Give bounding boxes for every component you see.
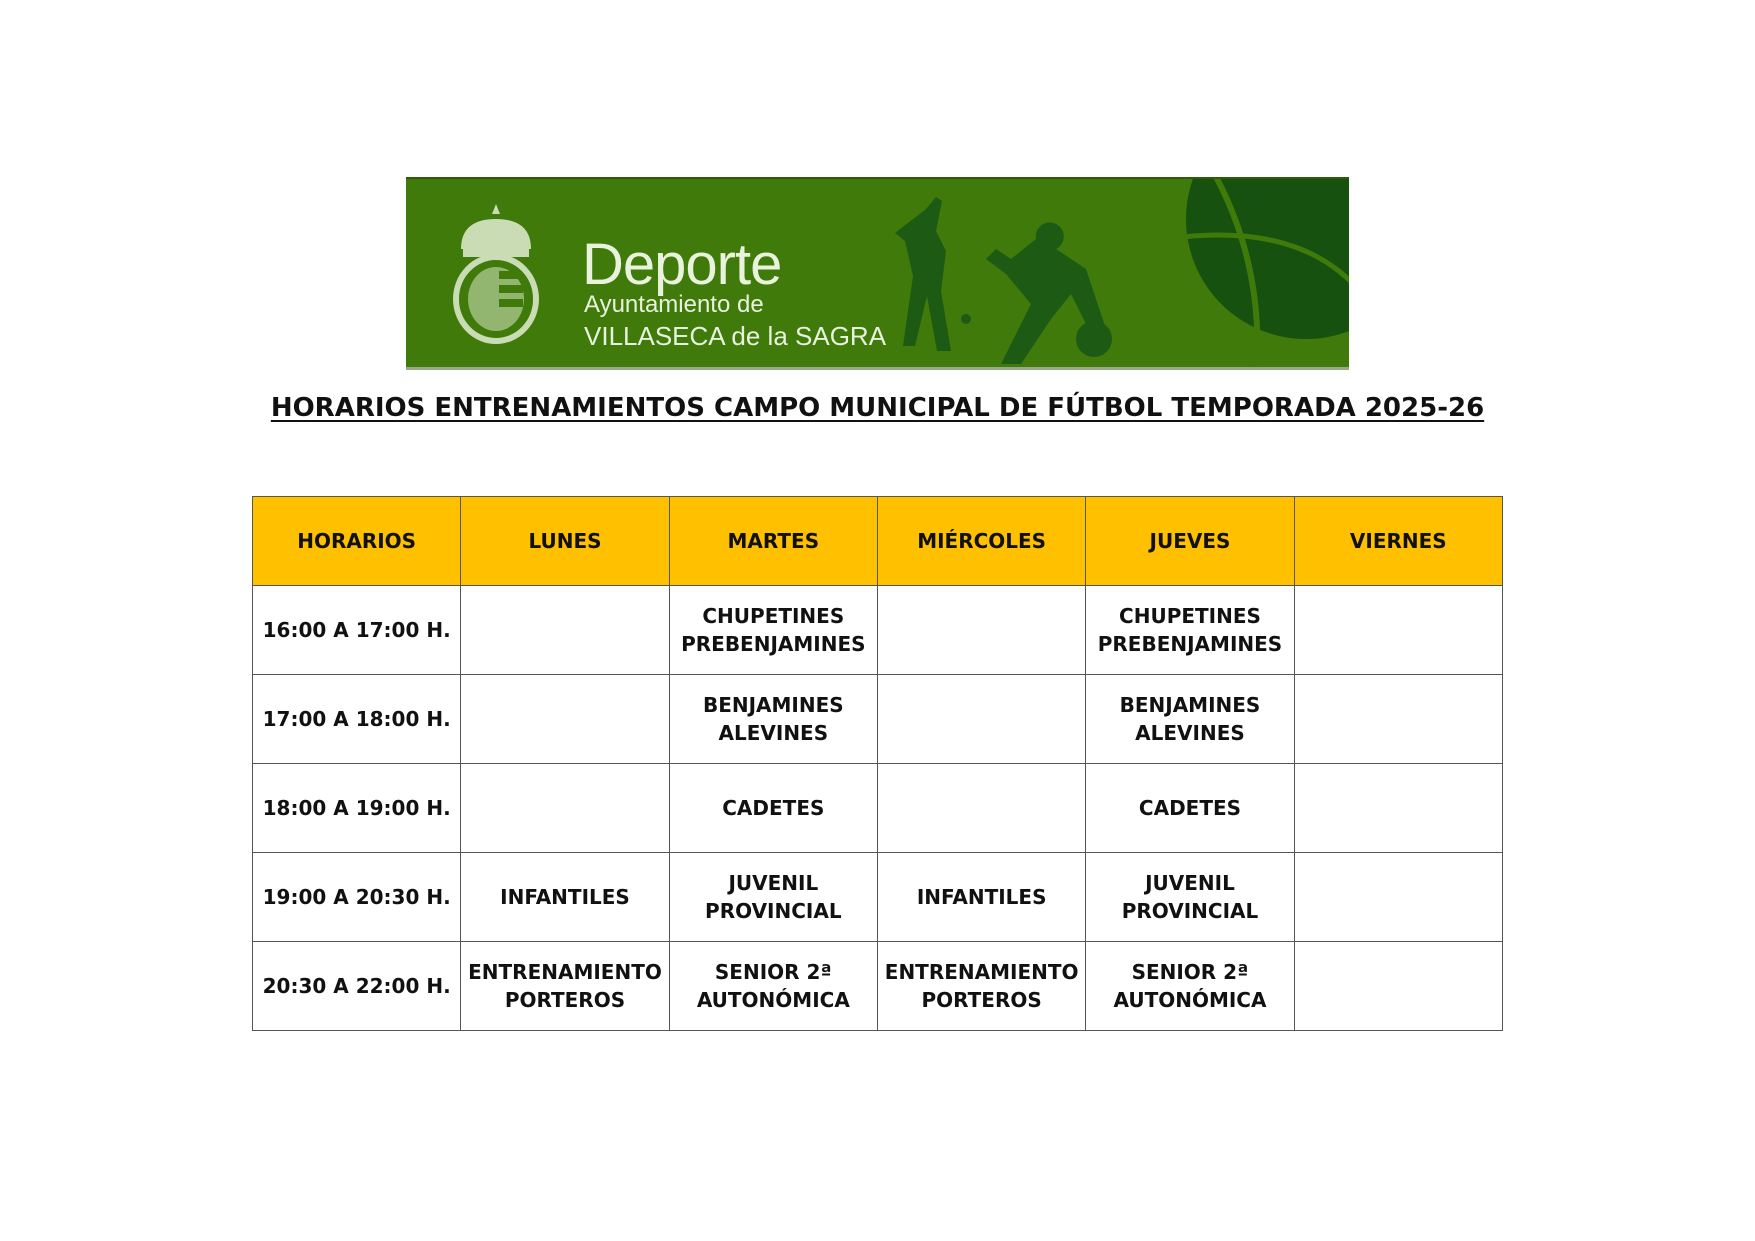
deporte-banner: [406, 177, 1349, 370]
schedule-cell: [669, 675, 877, 764]
table-row: [253, 764, 1503, 853]
schedule-cell: [1086, 764, 1294, 853]
column-header: LUNES: [461, 497, 669, 586]
schedule-cell: [1294, 586, 1502, 675]
schedule-cell: [1294, 675, 1502, 764]
team-name: CADETES: [722, 796, 825, 820]
document-title: HORARIOS ENTRENAMIENTOS CAMPO MUNICIPAL DE FÚTBOL TEMPORADA 2025-26: [270, 393, 1485, 423]
team-name: INFANTILES: [500, 885, 630, 909]
schedule-cell: [1086, 586, 1294, 675]
column-header: VIERNES: [1294, 497, 1502, 586]
banner-subtitle-2: VILLASECA de la SAGRA: [584, 321, 887, 351]
schedule-cell: [877, 675, 1085, 764]
team-name: BENJAMINES: [702, 693, 844, 717]
time-slot-cell: 17:00 A 18:00 H.: [253, 675, 461, 764]
team-name: PROVINCIAL: [1121, 899, 1259, 923]
schedule-cell: [669, 764, 877, 853]
schedule-cell: [669, 942, 877, 1031]
team-name: CHUPETINES: [1119, 604, 1261, 628]
time-slot-cell: 18:00 A 19:00 H.: [253, 764, 461, 853]
table-row: [253, 942, 1503, 1031]
team-name: INFANTILES: [916, 885, 1047, 909]
team-name: CHUPETINES: [702, 604, 845, 628]
team-name: PROVINCIAL: [705, 899, 842, 923]
column-header: MARTES: [669, 497, 877, 586]
schedule-cell: [461, 586, 669, 675]
team-name: ENTRENAMIENTO: [468, 960, 662, 984]
schedule-cell: [877, 942, 1085, 1031]
time-slot-cell: 20:30 A 22:00 H.: [253, 942, 461, 1031]
schedule-cell: [877, 764, 1085, 853]
schedule-cell: [1294, 764, 1502, 853]
coat-of-arms-logo: [441, 199, 551, 349]
schedule-cell: [669, 586, 877, 675]
team-name: SENIOR 2ª: [714, 960, 832, 984]
schedule-cell: [1086, 942, 1294, 1031]
schedule-cell: [669, 853, 877, 942]
time-slot-cell: 19:00 A 20:30 H.: [253, 853, 461, 942]
team-name: ALEVINES: [718, 721, 829, 745]
team-name: SENIOR 2ª: [1131, 960, 1249, 984]
schedule-cell: [877, 586, 1085, 675]
schedule-cell: [461, 942, 669, 1031]
column-header: JUEVES: [1086, 497, 1294, 586]
table-row: [253, 586, 1503, 675]
team-name: PORTEROS: [921, 988, 1042, 1012]
time-slot-cell: 16:00 A 17:00 H.: [253, 586, 461, 675]
banner-subtitle-1: Ayuntamiento de: [584, 291, 764, 318]
team-name: JUVENIL: [728, 871, 819, 895]
team-name: AUTONÓMICA: [1113, 988, 1267, 1012]
banner-title: Deporte: [582, 232, 782, 297]
team-name: PORTEROS: [504, 988, 626, 1012]
team-name: ENTRENAMIENTO: [884, 960, 1079, 984]
schedule-cell: [877, 853, 1085, 942]
schedule-cell: [1294, 942, 1502, 1031]
team-name: AUTONÓMICA: [696, 988, 850, 1012]
schedule-cell: [1086, 853, 1294, 942]
team-name: JUVENIL: [1145, 871, 1235, 895]
column-header: MIÉRCOLES: [877, 497, 1085, 586]
team-name: PREBENJAMINES: [1097, 632, 1283, 656]
table-header-row: [253, 497, 1503, 586]
table-row: [253, 853, 1503, 942]
schedule-cell: [1086, 675, 1294, 764]
schedule-table: [252, 496, 1503, 1031]
team-name: CADETES: [1138, 796, 1242, 820]
team-name: ALEVINES: [1135, 721, 1245, 745]
column-header: HORARIOS: [253, 497, 461, 586]
table-row: [253, 675, 1503, 764]
schedule-cell: [461, 764, 669, 853]
schedule-cell: [461, 675, 669, 764]
schedule-cell: [1294, 853, 1502, 942]
schedule-cell: [461, 853, 669, 942]
team-name: BENJAMINES: [1119, 693, 1261, 717]
team-name: PREBENJAMINES: [681, 632, 866, 656]
